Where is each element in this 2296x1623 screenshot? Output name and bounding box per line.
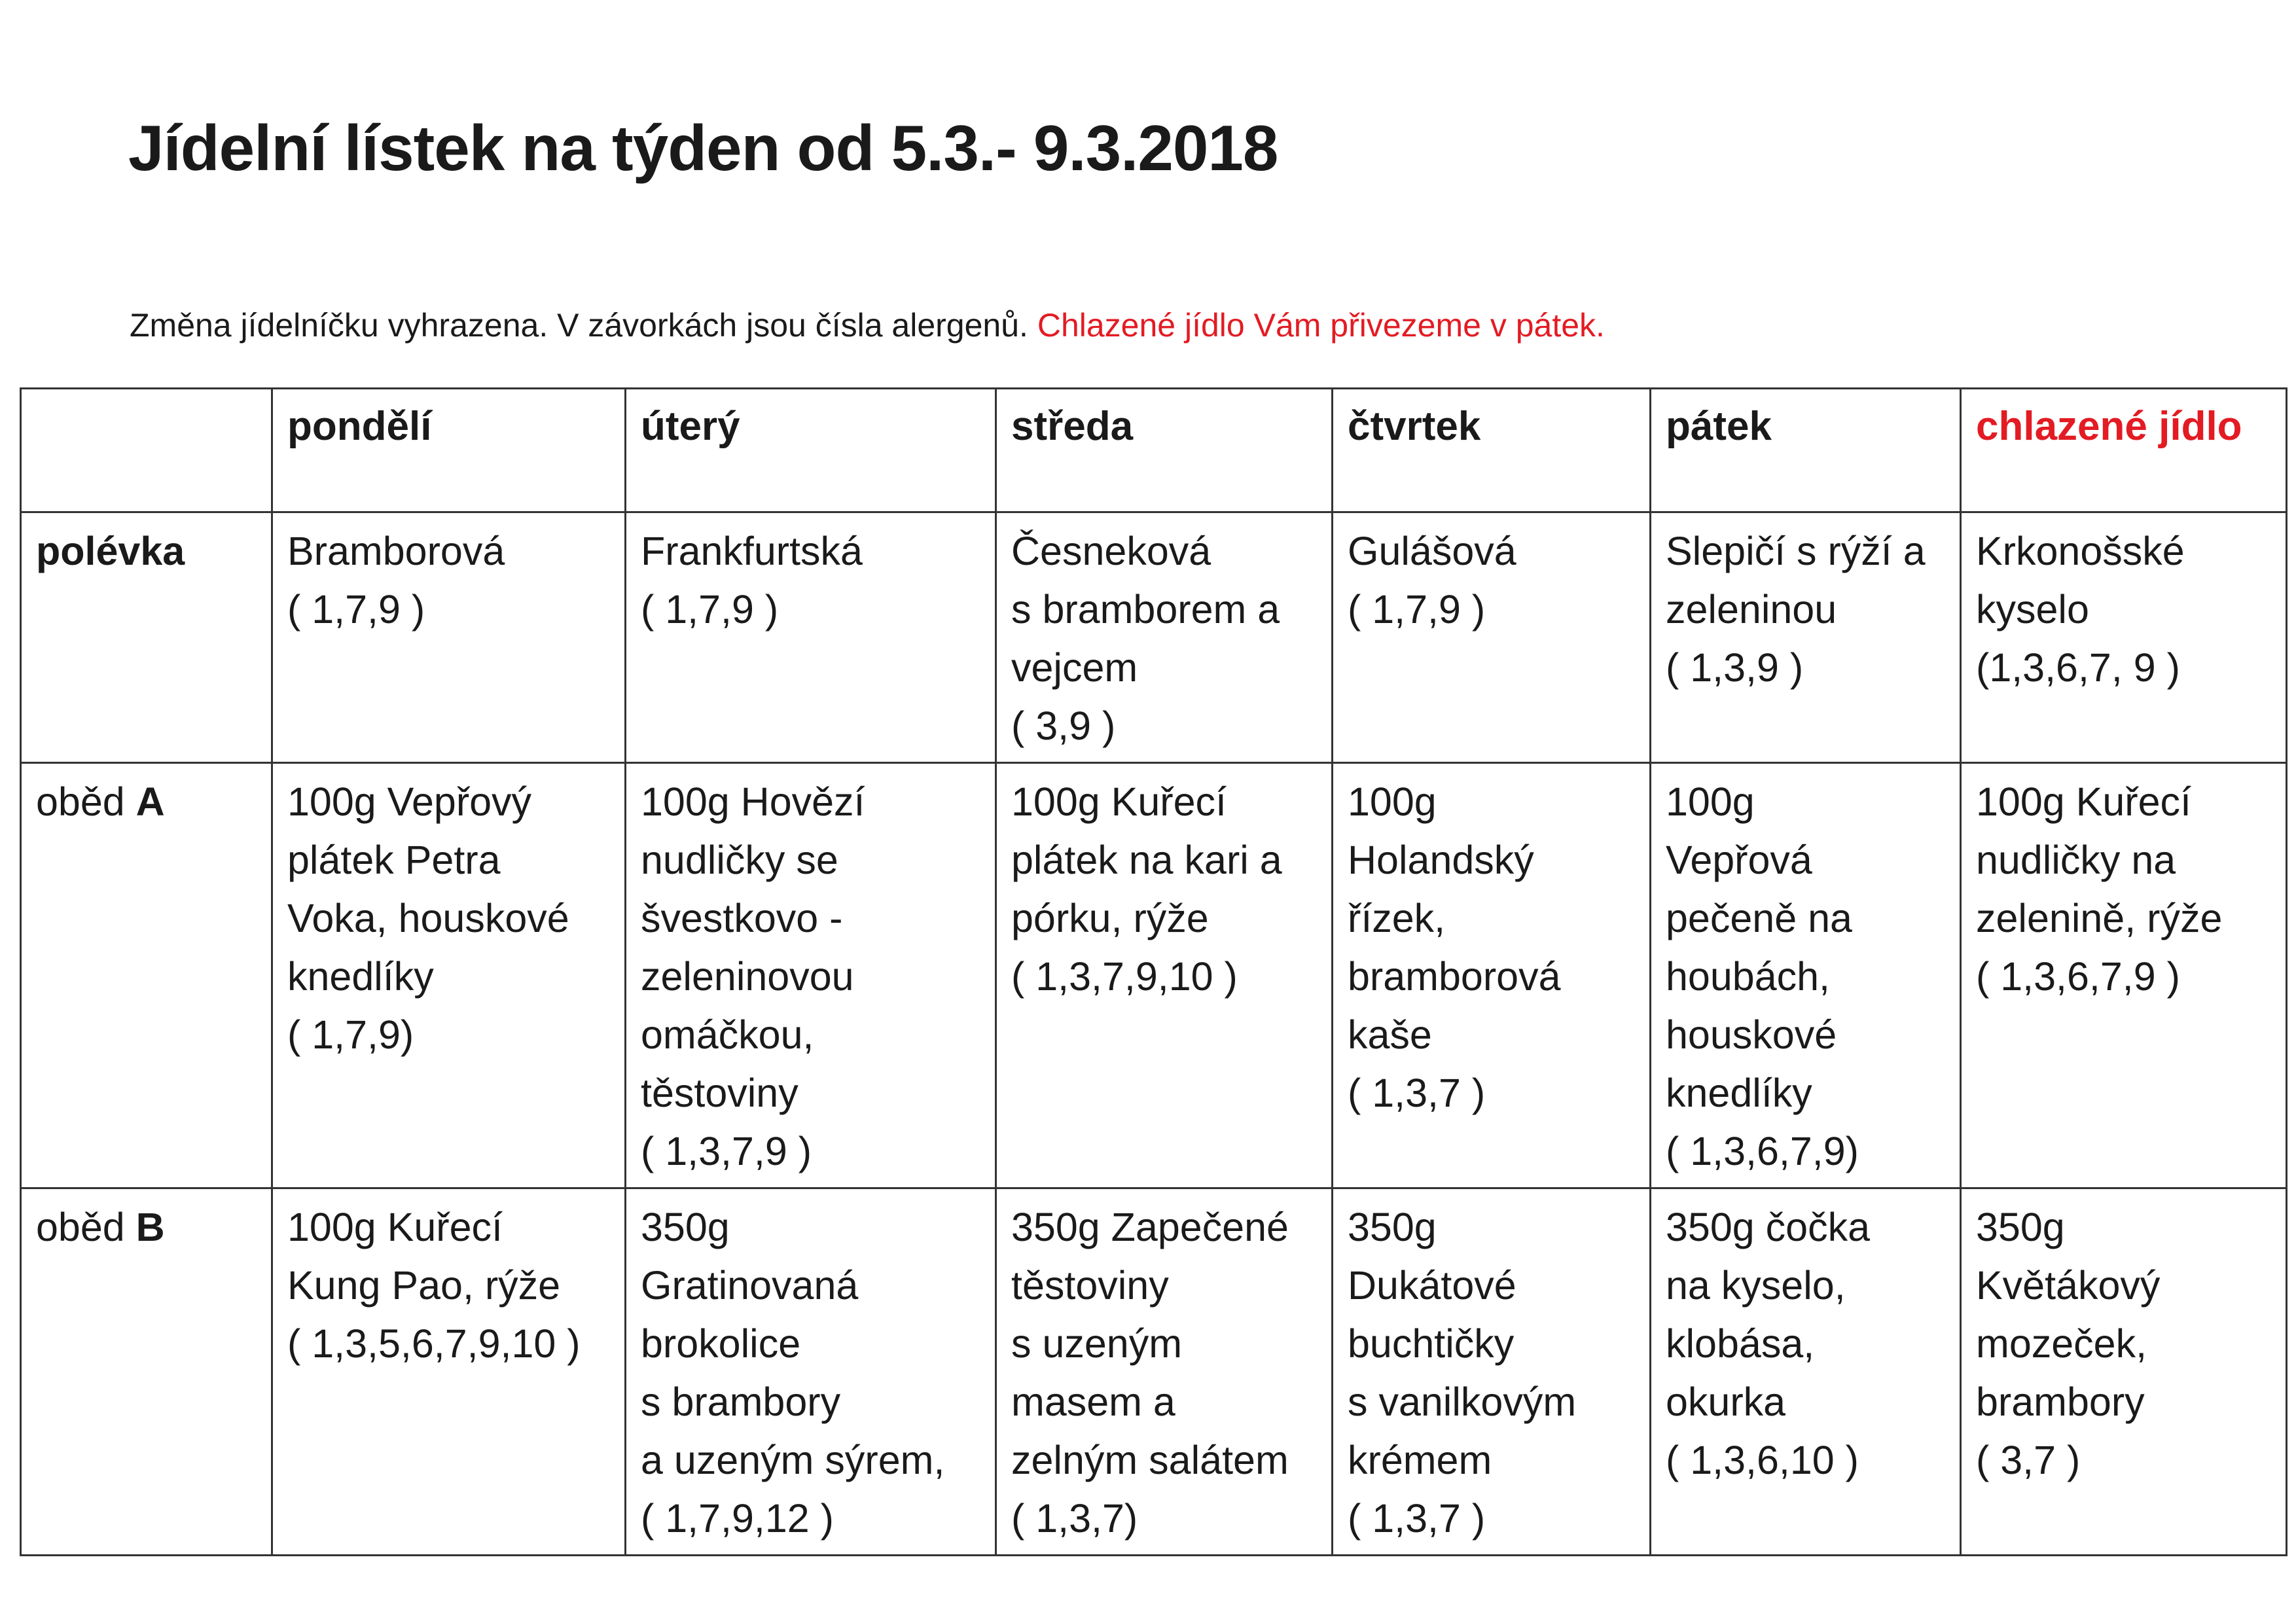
subtitle-note: Změna jídelníčku vyhrazena. V závorkách jsou čísla alergenů.: [130, 307, 1028, 344]
header-wednesday: středa: [996, 389, 1333, 512]
cell-lunch-b-wednesday: 350g Zapečené těstoviny s uzeným masem a zelným salátem ( 1,3,7): [996, 1188, 1333, 1556]
cell-lunch-a-monday: 100g Vepřový plátek Petra Voka, houskové knedlíky ( 1,7,9): [272, 763, 626, 1188]
cell-soup-tuesday: Frankfurtská ( 1,7,9 ): [626, 512, 996, 763]
cell-lunch-b-friday: 350g čočka na kyselo, klobása, okurka ( 1,3,6,10 ): [1651, 1188, 1961, 1556]
header-row: [21, 389, 2287, 512]
header-chilled-meal: chlazené jídlo: [1961, 389, 2287, 512]
row-label-soup: polévka: [21, 512, 272, 763]
cell-lunch-a-wednesday: 100g Kuřecí plátek na kari a pórku, rýže ( 1,3,7,9,10 ): [996, 763, 1333, 1188]
header-empty: [21, 389, 272, 512]
cell-lunch-a-friday: 100g Vepřová pečeně na houbách, houskové knedlíky ( 1,3,6,7,9): [1651, 763, 1961, 1188]
header-friday: pátek: [1651, 389, 1961, 512]
subtitle-highlight: Chlazené jídlo Vám přivezeme v pátek.: [1037, 307, 1605, 344]
table-row-lunch-a: [21, 763, 2287, 1188]
cell-soup-chilled: Krkonošské kyselo (1,3,6,7, 9 ): [1961, 512, 2287, 763]
cell-soup-wednesday: Česneková s bramborem a vejcem ( 3,9 ): [996, 512, 1333, 763]
cell-lunch-b-thursday: 350g Dukátové buchtičky s vanilkovým krémem ( 1,3,7 ): [1333, 1188, 1651, 1556]
header-monday: pondělí: [272, 389, 626, 512]
cell-lunch-a-tuesday: 100g Hovězí nudličky se švestkovo - zeleninovou omáčkou, těstoviny ( 1,3,7,9 ): [626, 763, 996, 1188]
header-tuesday: úterý: [626, 389, 996, 512]
row-label-lunch-a: oběd A: [21, 763, 272, 1188]
cell-lunch-b-monday: 100g Kuřecí Kung Pao, rýže ( 1,3,5,6,7,9,10 ): [272, 1188, 626, 1556]
table-row-soup: [21, 512, 2287, 763]
cell-soup-monday: Bramborová ( 1,7,9 ): [272, 512, 626, 763]
header-thursday: čtvrtek: [1333, 389, 1651, 512]
menu-table: [20, 387, 2287, 1556]
cell-soup-thursday: Gulášová ( 1,7,9 ): [1333, 512, 1651, 763]
page-title: Jídelní lístek na týden od 5.3.- 9.3.2018: [128, 112, 1278, 184]
cell-lunch-b-tuesday: 350g Gratinovaná brokolice s brambory a uzeným sýrem, ( 1,7,9,12 ): [626, 1188, 996, 1556]
cell-soup-friday: Slepičí s rýží a zeleninou ( 1,3,9 ): [1651, 512, 1961, 763]
row-label-lunch-b: oběd B: [21, 1188, 272, 1556]
subtitle: [130, 306, 1605, 344]
table-row-lunch-b: [21, 1188, 2287, 1556]
cell-lunch-a-chilled: 100g Kuřecí nudličky na zelenině, rýže ( 1,3,6,7,9 ): [1961, 763, 2287, 1188]
cell-lunch-a-thursday: 100g Holandský řízek, bramborová kaše ( 1,3,7 ): [1333, 763, 1651, 1188]
cell-lunch-b-chilled: 350g Květákový mozeček, brambory ( 3,7 ): [1961, 1188, 2287, 1556]
